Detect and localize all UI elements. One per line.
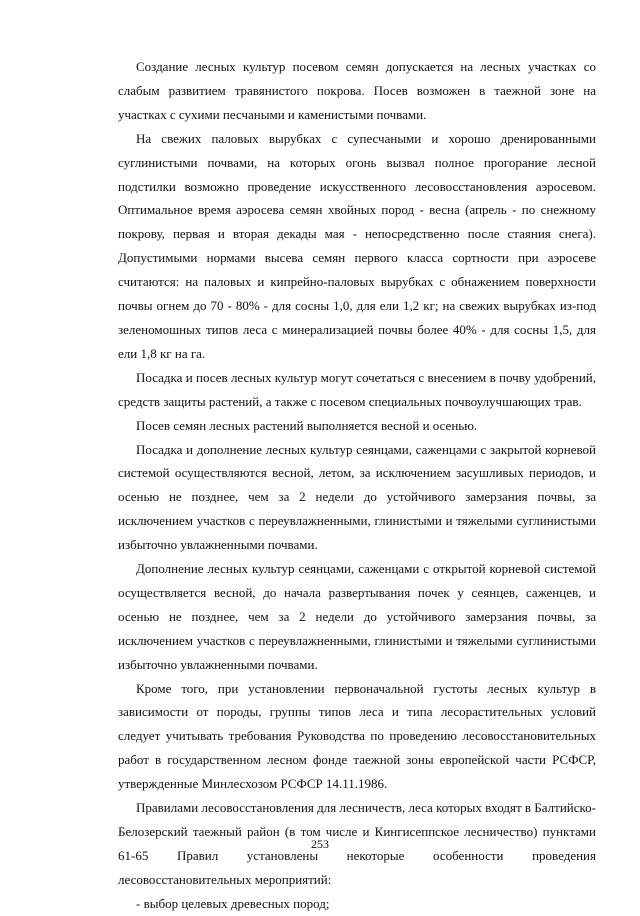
paragraph-density: Кроме того, при установлении первоначальной густоты лесных культур в зависимости от породы, группы типов леса и типа лесорастительных условий следует учитывать требования Руководства по проведению лесовосстановительных работ в государственном лесном фонде таежной зоны европейской части РСФСР, утвержденные Минлесхозом РСФСР 14.11.1986.	[118, 680, 596, 792]
paragraph-sowing: Создание лесных культур посевом семян допускается на лесных участках со слабым развитием травянистого покрова. Посев возможен в таежной зоне на участках с сухими песчаными и каменистыми почвами.	[118, 59, 596, 122]
body-text	[118, 55, 596, 916]
paragraph-sowing-season: Посев семян лесных растений выполняется весной и осенью.	[136, 417, 478, 433]
paragraph-fertilizers: Посадка и посев лесных культур могут сочетаться с внесением в почву удобрений, средств защиты растений, а также с посевом специальных почвоулучшающих трав.	[118, 369, 596, 409]
paragraph-aerial-seeding: На свежих паловых вырубках с супесчаными и хорошо дренированными суглинистыми почвами, на которых огонь вызвал полное прогорание лесной подстилки возможно проведение искусственного лесовосстановления аэросевом. Оптимальное время аэросева семян хвойных пород - весна (апрель - по снежному покрову, первая и вторая декады мая - непосредственно после стаяния снега). Допустимыми нормами высева семян первого класса сортности при аэросеве считаются: на паловых и кипрейно-паловых вырубках с обнажением поверхности почвы огнем до 70 - 80% - для сосны 1,0, для ели 1,2 кг; на свежих вырубках из-под зеленомошных типов леса с минерализацией почвы более 40% - для сосны 1,5, для ели 1,8 кг на га.	[118, 130, 596, 361]
paragraph-rules: Правилами лесовосстановления для лесничеств, леса которых входят в Балтийско-Белозерский таежный район (в том числе и Кингисеппское лесничество) пунктами 61-65 Правил установлены некоторые особенности проведения лесовосстановительных мероприятий:	[118, 800, 596, 887]
page-number: 253	[311, 837, 329, 851]
list-item: - выбор целевых древесных пород;	[136, 895, 330, 911]
paragraph-closed-root: Посадка и дополнение лесных культур сеянцами, саженцами с закрытой корневой системой осуществляются весной, летом, за исключением засушливых периодов, и осенью не позднее, чем за 2 недели до устойчивого замерзания почвы, за исключением участков с переувлажненными, глинистыми и тяжелыми суглинистыми избыточно увлажненными почвами.	[118, 441, 596, 553]
paragraph-open-root: Дополнение лесных культур сеянцами, саженцами с открытой корневой системой осуществляется весной, до начала развертывания почек у сеянцев, саженцев, и осенью не позднее, чем за 2 недели до устойчивого замерзания почвы, за исключением участков с переувлажненными, глинистыми и тяжелыми суглинистыми избыточно увлажненными почвами.	[118, 561, 596, 672]
